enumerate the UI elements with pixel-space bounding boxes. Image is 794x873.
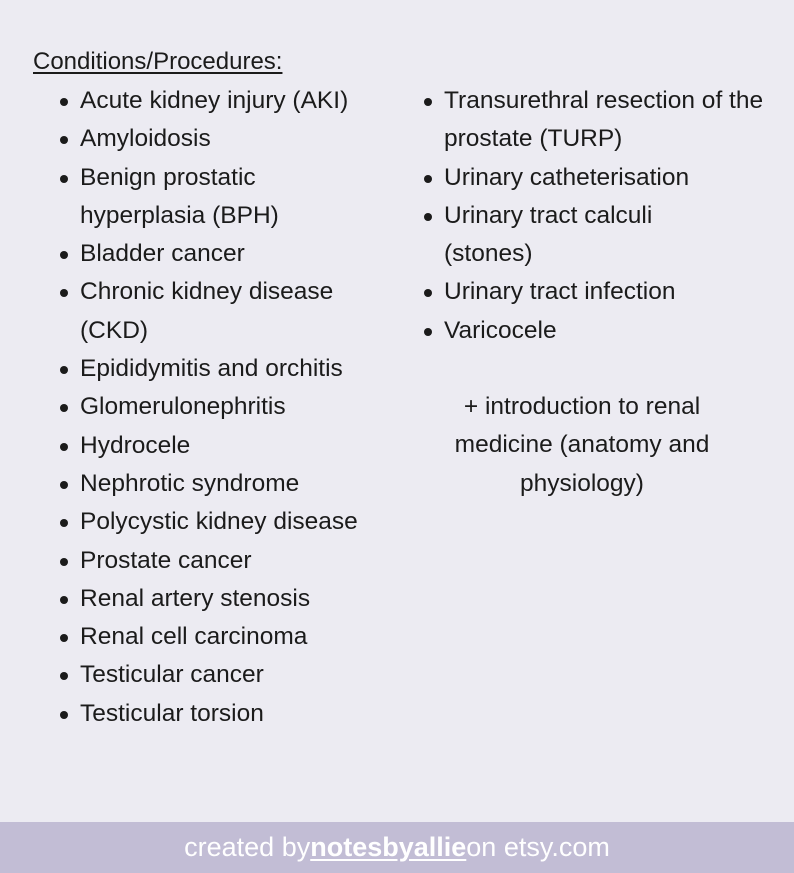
footer-suffix: on etsy.com: [466, 832, 610, 862]
list-item: Varicocele: [421, 312, 771, 350]
list-item: Prostate cancer: [57, 542, 397, 580]
list-item: Nephrotic syndrome: [57, 465, 397, 503]
footer-banner: [0, 822, 794, 873]
list-item: Urinary catheterisation: [421, 159, 771, 197]
footer-prefix: created by: [184, 832, 311, 862]
list-item: Bladder cancer: [57, 235, 397, 273]
list-item: Testicular torsion: [57, 695, 397, 733]
list-item: Chronic kidney disease (CKD): [57, 273, 380, 350]
list-item: Urinary tract calculi (stones): [421, 197, 694, 274]
list-item: Polycystic kidney disease: [57, 503, 397, 541]
list-item: Hydrocele: [57, 427, 397, 465]
shop-link[interactable]: notesbyallie: [310, 832, 467, 862]
list-item: Benign prostatic hyperplasia (BPH): [57, 159, 300, 236]
list-item: Urinary tract infection: [421, 273, 771, 311]
intro-note: + introduction to renal medicine (anatomy and physiology): [454, 393, 710, 497]
conditions-list-right: [421, 82, 771, 350]
list-item: Renal cell carcinoma: [57, 618, 397, 656]
list-item: Acute kidney injury (AKI): [57, 82, 397, 120]
page-heading: Conditions/Procedures:: [33, 48, 283, 75]
list-item: Renal artery stenosis: [57, 580, 397, 618]
list-item: Glomerulonephritis: [57, 388, 397, 426]
list-item: Epididymitis and orchitis: [57, 350, 397, 388]
conditions-list-left: [57, 82, 397, 733]
list-item: Amyloidosis: [57, 120, 397, 158]
list-item: Transurethral resection of the prostate (TURP): [421, 82, 764, 159]
list-item: Testicular cancer: [57, 656, 397, 694]
